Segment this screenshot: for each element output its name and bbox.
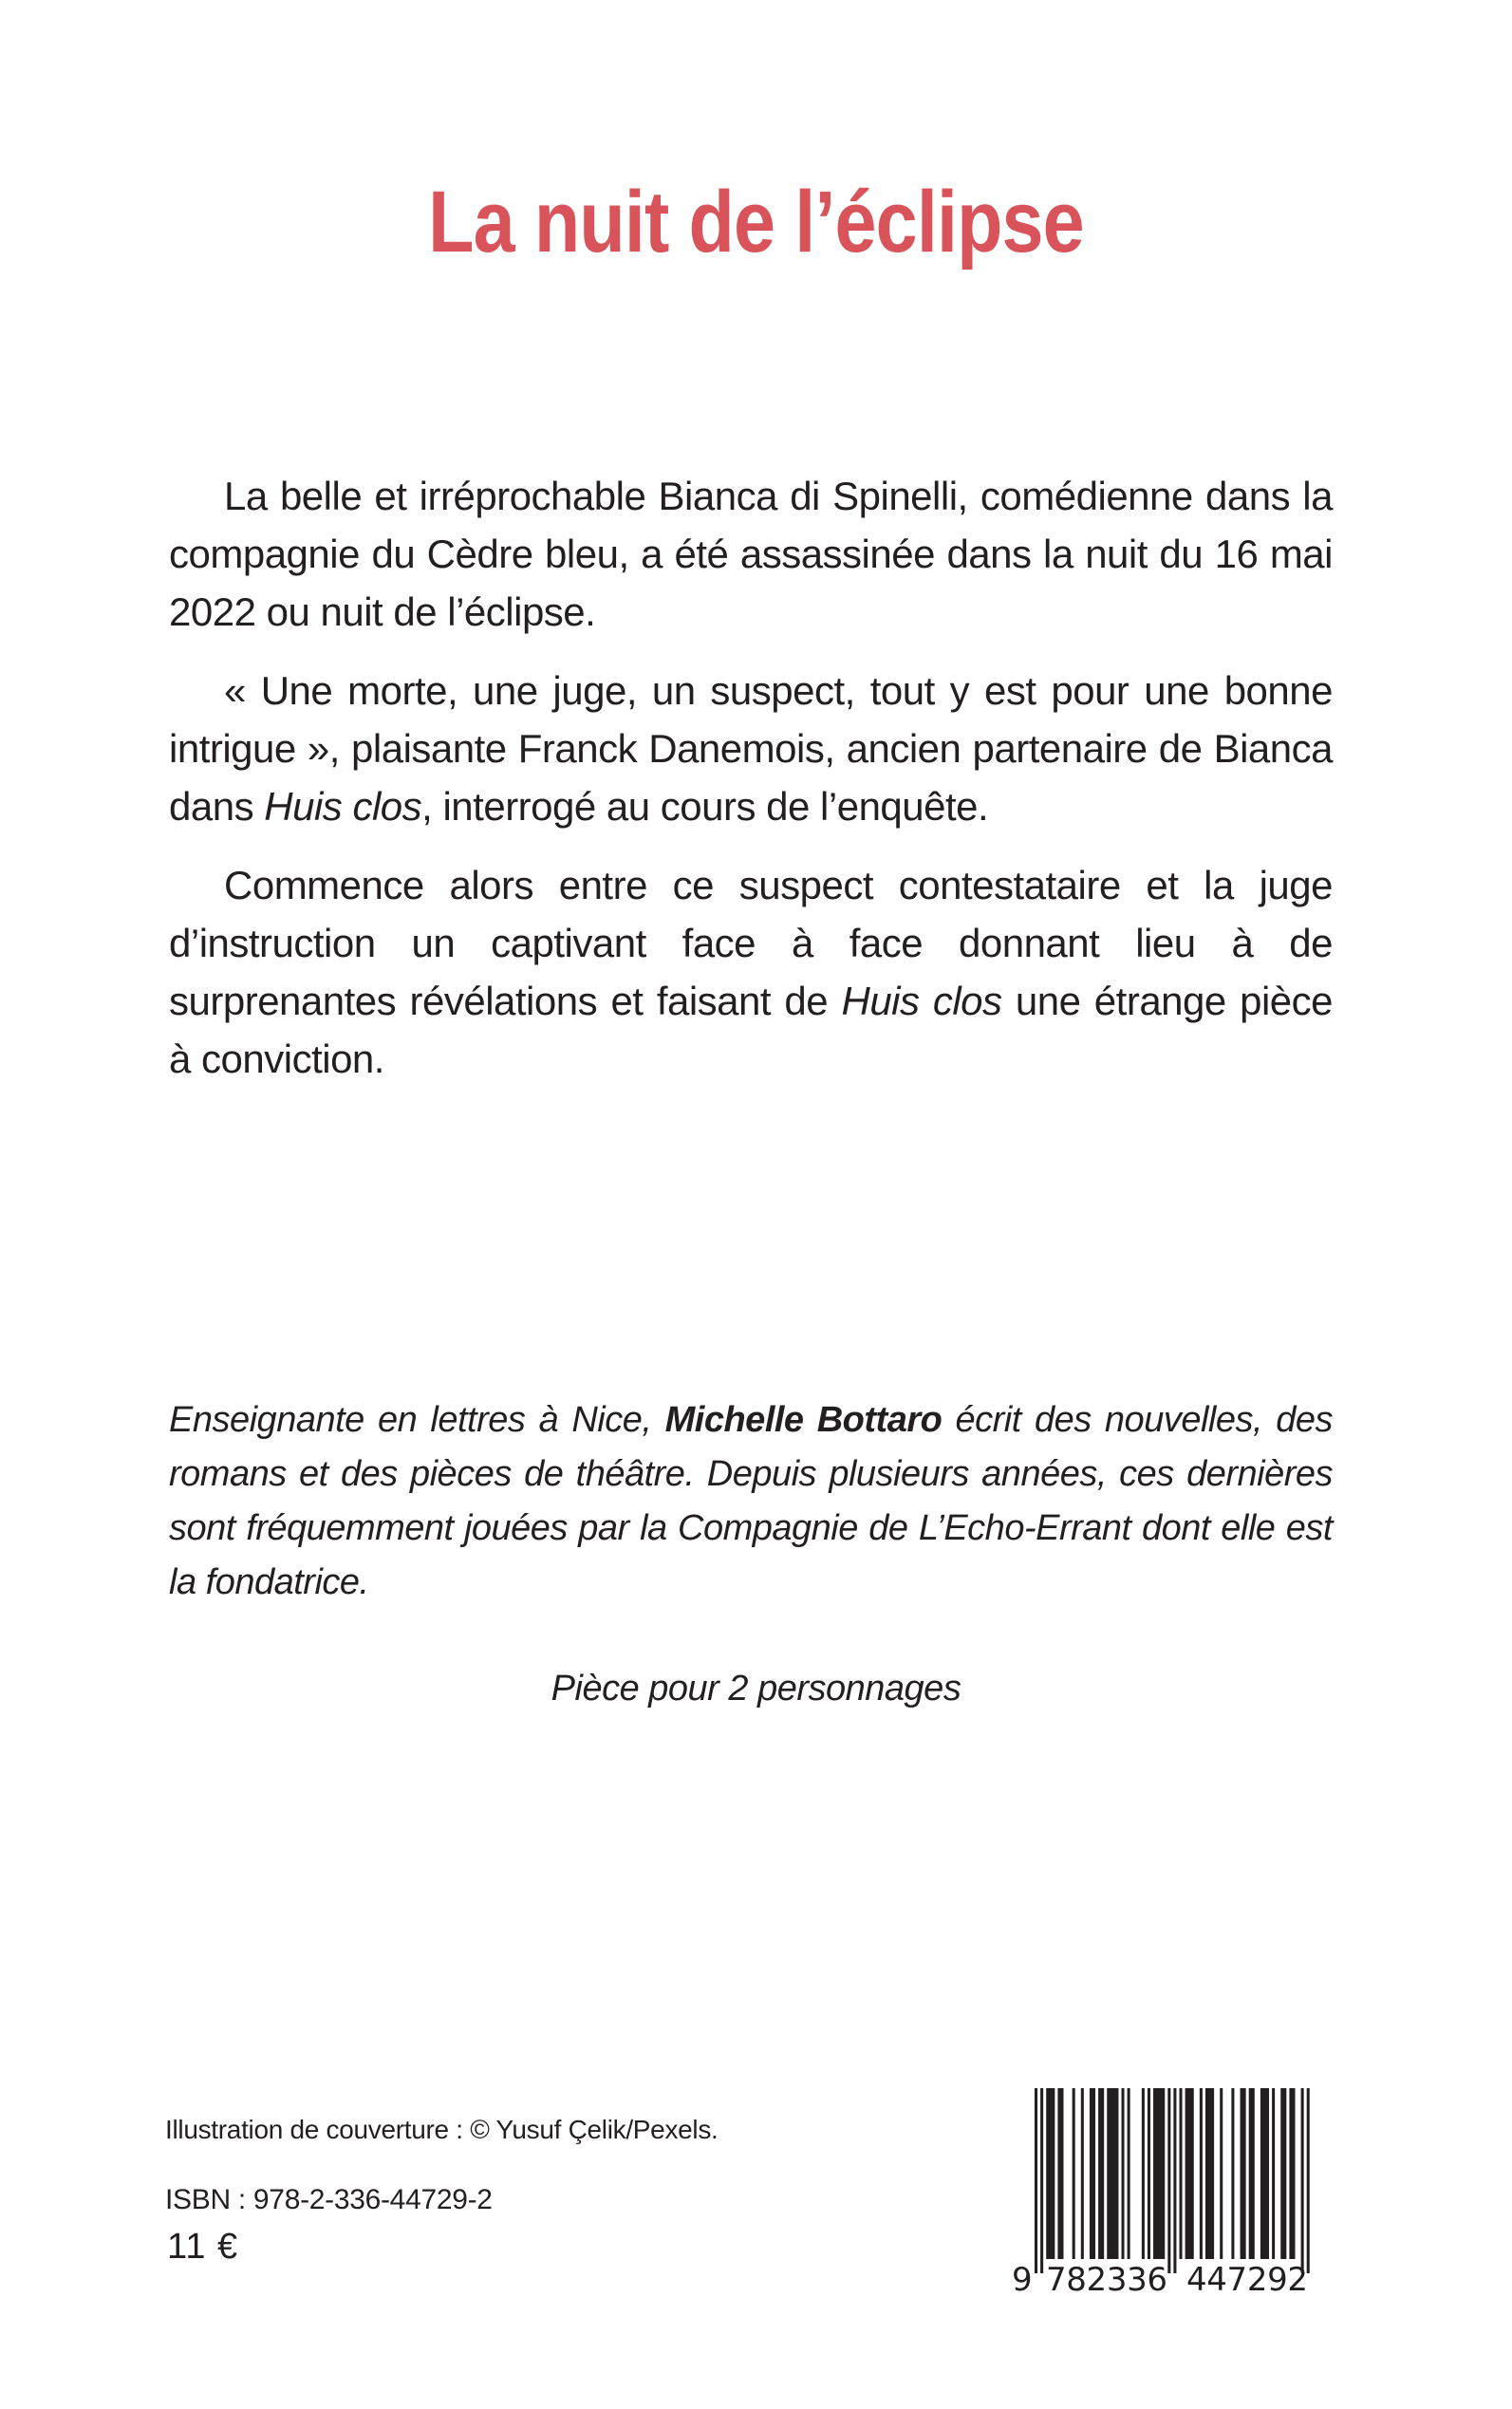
barcode-bar <box>1260 2088 1269 2259</box>
barcode-bar <box>1128 2088 1130 2259</box>
barcode-bar <box>1280 2088 1286 2259</box>
barcode-bar <box>1142 2088 1145 2259</box>
price: 11 € <box>167 2227 239 2267</box>
barcode-bars <box>1010 2088 1342 2292</box>
barcode-bar <box>1220 2088 1223 2259</box>
barcode-bar <box>1272 2088 1275 2259</box>
book-title-reference: Huis clos <box>264 784 422 829</box>
summary-paragraph-1 <box>169 467 1333 641</box>
book-title-reference: Huis clos <box>841 979 1002 1023</box>
barcode-bar <box>1289 2088 1295 2259</box>
barcode-bar <box>1185 2088 1194 2259</box>
barcode-first-digit: 9 <box>1012 2261 1033 2292</box>
author-name: Michelle Bottaro <box>664 1400 943 1440</box>
barcode-guard-bar <box>1040 2088 1043 2273</box>
bio-intro: Enseignante en lettres à Nice, <box>169 1400 665 1440</box>
barcode-bar <box>1180 2088 1183 2259</box>
barcode-bar <box>1122 2088 1125 2259</box>
summary-paragraph-3 <box>169 856 1333 1088</box>
isbn: ISBN : 978-2-336-44729-2 <box>165 2184 493 2215</box>
barcode-guard-bar <box>1167 2088 1170 2273</box>
barcode-guard-bar <box>1307 2088 1310 2273</box>
summary-text: La belle et irréprochable Bianca di Spinelli, comédienne dans la compagnie du Cèdre bleu, a été assassinée dans la nuit du 16 mai 2022 ou nuit de l’éclipse. <box>169 474 1333 634</box>
barcode-guard-bar <box>1301 2088 1304 2273</box>
barcode-bar <box>1081 2088 1084 2259</box>
cover-credits: Illustration de couverture : © Yusuf Çelik/Pexels. <box>165 2115 719 2144</box>
author-bio <box>169 1393 1333 1610</box>
summary-text: une étrange pièce à conviction. <box>169 979 1334 1081</box>
barcode-guard-bar <box>1035 2088 1037 2273</box>
barcode <box>1010 2088 1342 2292</box>
barcode-bar <box>1098 2088 1104 2259</box>
barcode-bar <box>1107 2088 1118 2259</box>
summary-paragraph-2 <box>169 662 1333 835</box>
summary-text: , interrogé au cours de l’enquête. <box>421 784 989 829</box>
barcode-bar <box>1249 2088 1255 2259</box>
summary <box>169 467 1333 1109</box>
barcode-guard-bar <box>1173 2088 1176 2273</box>
barcode-bar <box>1148 2088 1150 2259</box>
barcode-right-digits: 447292 <box>1186 2261 1308 2292</box>
barcode-left-digits: 782336 <box>1046 2261 1167 2292</box>
summary-text: « Une morte, une juge, un suspect, tout y est pour une bonne intrigue », plaisante Franck Danemois, ancien partenaire de Bianca dans <box>169 668 1333 829</box>
barcode-bar <box>1046 2088 1055 2259</box>
barcode-bar <box>1241 2088 1246 2259</box>
barcode-bar <box>1057 2088 1063 2259</box>
genre-subtitle: Pièce pour 2 personnages <box>551 1669 961 1709</box>
barcode-bar <box>1090 2088 1095 2259</box>
bio-text: écrit des nouvelles, des romans et des pièces de théâtre. Depuis plusieurs années, ces dernières sont fréquemment jouées par la Compagnie de L’Echo-Errant dont elle est la fondatrice. <box>169 1400 1333 1602</box>
barcode-bar <box>1200 2088 1203 2259</box>
barcode-bar <box>1205 2088 1214 2259</box>
summary-text: Commence alors entre ce suspect contestataire et la juge d’instruction un captivant face à face donnant lieu à de surprenantes révélations et faisant de <box>169 863 1333 1023</box>
barcode-bar <box>1153 2088 1165 2259</box>
barcode-bar <box>1073 2088 1075 2259</box>
barcode-bar <box>1231 2088 1234 2259</box>
book-title: La nuit de l’éclipse <box>428 174 1084 271</box>
